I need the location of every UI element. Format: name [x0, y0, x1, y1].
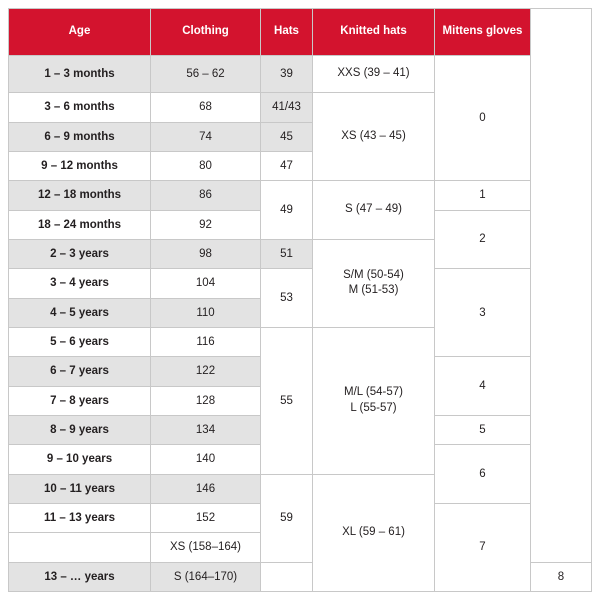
cell-knitted-hat — [313, 327, 435, 474]
size-chart-table — [8, 8, 592, 592]
cell-hats: 49 — [261, 181, 313, 240]
cell-clothing: 110 — [151, 298, 261, 327]
cell-age: 2 – 3 years — [9, 239, 151, 268]
knitted-hat-sm: S/M (50-54) — [343, 268, 404, 281]
cell-clothing: XS (158–164) — [151, 533, 261, 562]
cell-knitted-hat: XXS (39 – 41) — [313, 56, 435, 93]
table-body — [9, 56, 592, 592]
cell-age: 7 – 8 years — [9, 386, 151, 415]
cell-clothing: 140 — [151, 445, 261, 474]
cell-age: 3 – 6 months — [9, 93, 151, 122]
table-row — [9, 269, 592, 298]
cell-mittens: 1 — [435, 181, 531, 210]
cell-age: 6 – 7 years — [9, 357, 151, 386]
column-header-knitted-hats: Knitted hats — [313, 9, 435, 56]
cell-hats: 53 — [261, 269, 313, 328]
column-header-age: Age — [9, 9, 151, 56]
cell-hats: 45 — [261, 122, 313, 151]
cell-mittens: 0 — [435, 56, 531, 181]
cell-clothing: 68 — [151, 93, 261, 122]
cell-clothing: 116 — [151, 327, 261, 356]
cell-hats: 41/43 — [261, 93, 313, 122]
column-header-mittens-gloves: Mittens gloves — [435, 9, 531, 56]
cell-age: 4 – 5 years — [9, 298, 151, 327]
cell-mittens: 7 — [435, 503, 531, 591]
cell-age: 10 – 11 years — [9, 474, 151, 503]
cell-age: 9 – 12 months — [9, 151, 151, 180]
knitted-hat-l: L (55-57) — [350, 401, 397, 414]
cell-age: 12 – 18 months — [9, 181, 151, 210]
cell-knitted-hat: S (47 – 49) — [313, 181, 435, 240]
table-header — [9, 9, 592, 56]
cell-clothing: 98 — [151, 239, 261, 268]
cell-clothing: 128 — [151, 386, 261, 415]
cell-mittens: 5 — [435, 415, 531, 444]
cell-age: 3 – 4 years — [9, 269, 151, 298]
cell-clothing: 92 — [151, 210, 261, 239]
table-header-row — [9, 9, 592, 56]
cell-clothing: 104 — [151, 269, 261, 298]
cell-mittens: 4 — [435, 357, 531, 416]
cell-knitted-hat — [313, 239, 435, 327]
cell-mittens: 8 — [531, 562, 592, 591]
cell-hats: 59 — [261, 474, 313, 562]
cell-hats — [261, 562, 313, 591]
cell-age: 5 – 6 years — [9, 327, 151, 356]
knitted-hat-ml: M/L (54-57) — [343, 386, 403, 399]
cell-age: 18 – 24 months — [9, 210, 151, 239]
cell-mittens: 2 — [435, 210, 531, 269]
knitted-hat-m: M (51-53) — [348, 284, 399, 297]
cell-knitted-hat: XS (43 – 45) — [313, 93, 435, 181]
cell-clothing: 80 — [151, 151, 261, 180]
cell-age: 6 – 9 months — [9, 122, 151, 151]
cell-hats: 39 — [261, 56, 313, 93]
cell-clothing: 134 — [151, 415, 261, 444]
cell-hats: 51 — [261, 239, 313, 268]
cell-hats: 55 — [261, 327, 313, 474]
table-row — [9, 56, 592, 93]
cell-knitted-hat: XL (59 – 61) — [313, 474, 435, 591]
column-header-hats: Hats — [261, 9, 313, 56]
cell-age: 1 – 3 months — [9, 56, 151, 93]
cell-clothing: 86 — [151, 181, 261, 210]
cell-clothing: 56 – 62 — [151, 56, 261, 93]
cell-hats: 47 — [261, 151, 313, 180]
cell-clothing: 146 — [151, 474, 261, 503]
cell-mittens: 6 — [435, 445, 531, 504]
cell-clothing: 74 — [151, 122, 261, 151]
column-header-clothing: Clothing — [151, 9, 261, 56]
cell-clothing: 152 — [151, 503, 261, 532]
cell-age: 13 – … years — [9, 562, 151, 591]
cell-age: 9 – 10 years — [9, 445, 151, 474]
cell-age: 8 – 9 years — [9, 415, 151, 444]
table-row — [9, 181, 592, 210]
cell-clothing: S (164–170) — [151, 562, 261, 591]
cell-mittens: 3 — [435, 269, 531, 357]
cell-clothing: 122 — [151, 357, 261, 386]
cell-age — [9, 533, 151, 562]
cell-age: 11 – 13 years — [9, 503, 151, 532]
